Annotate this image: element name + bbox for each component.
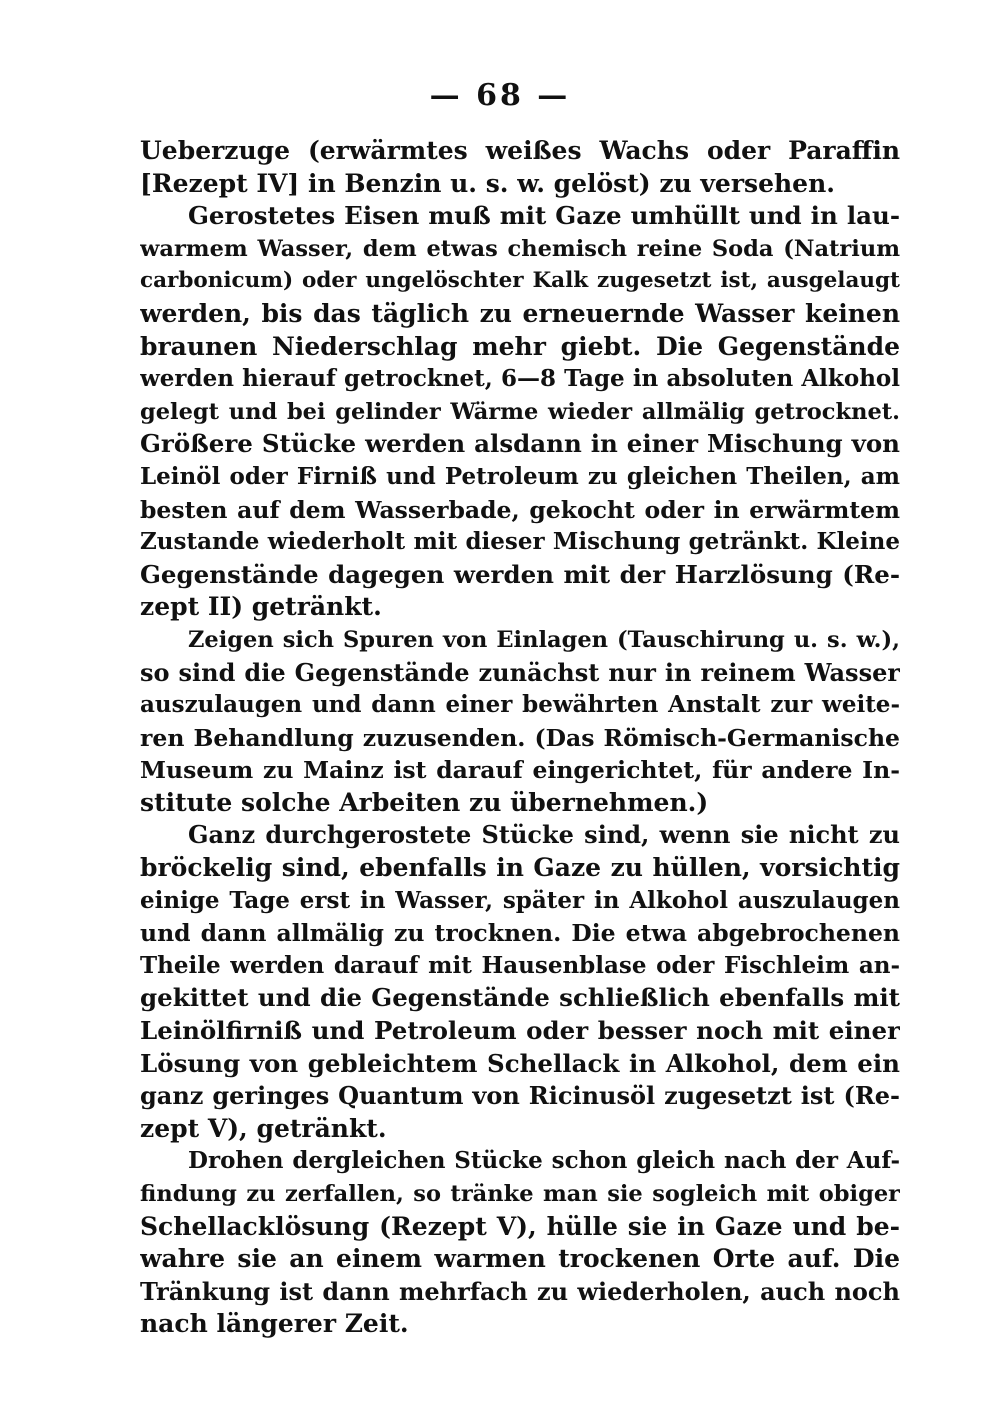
text-line: bröckelig sind, ebenfalls in Gaze zu hüllen, vorsichtig — [140, 853, 900, 883]
text-line: Zustande wiederholt mit dieser Mischung getränkt. Kleine — [140, 528, 900, 556]
body-text — [140, 135, 900, 1341]
text-line: ren Behandlung zuzusenden. (Das Römisch-Germanische — [140, 723, 900, 752]
text-line: Lösung von gebleichtem Schellack in Alkohol, dem ein — [140, 1048, 900, 1078]
text-line: Museum zu Mainz ist darauf eingerichtet, für andere In- — [140, 756, 900, 785]
text-line: einige Tage erst in Wasser, später in Alkohol auszulaugen — [140, 886, 900, 914]
text-line: und dann allmälig zu trocknen. Die etwa abgebrochenen — [140, 919, 900, 948]
text-line: besten auf dem Wasserbade, gekocht oder in erwärmtem — [140, 495, 900, 524]
text-line: Größere Stücke werden alsdann in einer Mischung von — [140, 429, 900, 459]
page-number: — 68 — — [429, 78, 571, 113]
text-line: Theile werden darauf mit Hausenblase oder Fischleim an- — [140, 951, 900, 979]
text-line: carbonicum) oder ungelöschter Kalk zugesetzt ist, ausgelaugt — [140, 268, 900, 294]
text-line: Leinölfirniß und Petroleum oder besser noch mit einer — [140, 1016, 900, 1046]
text-line: nach längerer Zeit. — [140, 1309, 409, 1339]
text-line: zept II) getränkt. — [140, 592, 382, 622]
text-line: braunen Niederschlag mehr giebt. Die Gegenstände — [140, 331, 900, 361]
text-line: Schellacklösung (Rezept V), hülle sie in Gaze und be- — [140, 1211, 900, 1241]
text-line: gelegt und bei gelinder Wärme wieder allmälig getrocknet. — [140, 398, 900, 425]
text-line: Gegenstände dagegen werden mit der Harzlösung (Re- — [140, 559, 900, 589]
text-line: so sind die Gegenstände zunächst nur in reinem Wasser — [140, 657, 900, 687]
text-line: wahre sie an einem warmen trockenen Orte auf. Die — [140, 1244, 900, 1274]
text-line: warmem Wasser, dem etwas chemisch reine Soda (Natrium — [140, 235, 900, 262]
text-line: findung zu zerfallen, so tränke man sie sogleich mit obiger — [140, 1181, 900, 1207]
text-line: stitute solche Arbeiten zu übernehmen.) — [140, 787, 709, 817]
text-line: Tränkung ist dann mehrfach zu wiederholen, auch noch — [140, 1276, 900, 1306]
text-line: werden, bis das täglich zu erneuernde Wasser keinen — [140, 298, 900, 328]
text-line: Ueberzuge (erwärmtes weißes Wachs oder Paraffin — [140, 136, 900, 165]
text-line: zept V), getränkt. — [140, 1113, 387, 1143]
text-line: [Rezept IV] in Benzin u. s. w. gelöst) zu versehen. — [140, 168, 835, 198]
text-line: Zeigen sich Spuren von Einlagen (Tauschirung u. s. w.), — [188, 626, 900, 653]
text-line: auszulaugen und dann einer bewährten Anstalt zur weite- — [140, 691, 900, 719]
text-line: werden hierauf getrocknet, 6—8 Tage in absoluten Alkohol — [140, 365, 900, 393]
text-line: Drohen dergleichen Stücke schon gleich nach der Auf- — [188, 1147, 900, 1175]
text-line: Leinöl oder Firniß und Petroleum zu gleichen Theilen, am — [140, 462, 900, 490]
text-line: Ganz durchgerostete Stücke sind, wenn sie nicht zu — [188, 820, 900, 850]
text-line: gekittet und die Gegenstände schließlich ebenfalls mit — [140, 983, 900, 1013]
text-line: ganz geringes Quantum von Ricinusöl zugesetzt ist (Re- — [140, 1081, 900, 1111]
text-line: Gerostetes Eisen muß mit Gaze umhüllt und in lau- — [188, 201, 900, 231]
